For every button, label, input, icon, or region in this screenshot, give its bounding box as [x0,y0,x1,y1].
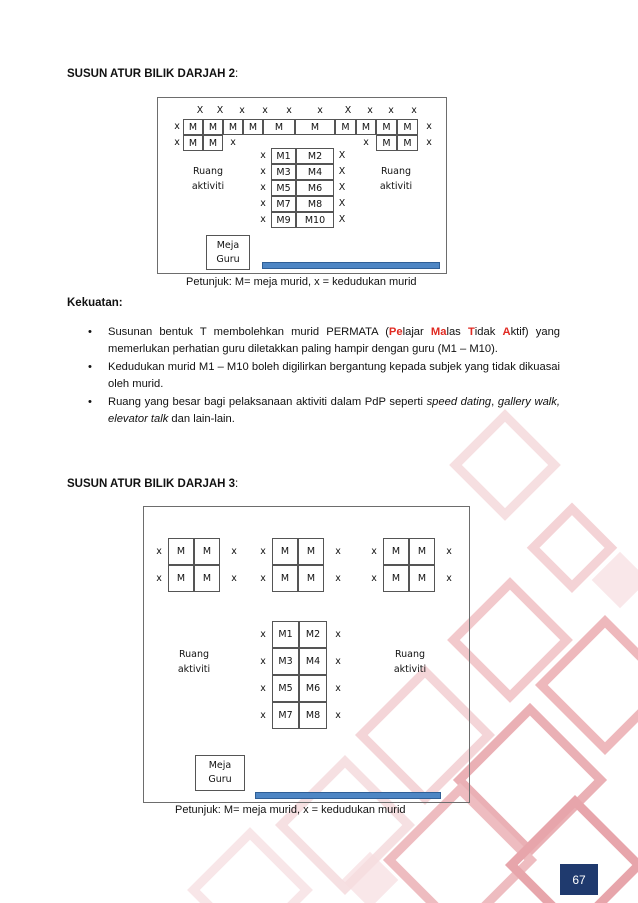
student-desk: M [409,565,435,592]
activity-area-right-line-1: Ruang [380,166,412,177]
seat-marker: x [260,198,266,209]
activity-area-left [162,647,226,677]
seat-marker: x [363,137,369,148]
section-2-heading-text: SUSUN ATUR BILIK DARJAH 2 [67,68,236,80]
kekuatan-item-2-text: Kedudukan murid M1 – M10 boleh digilirkan bergantung kepada subjek yang tidak dikuasai oleh murid. [108,360,560,391]
student-desk: M5 [272,675,299,702]
kekuatan-item-1-text-e: ktif) yang memerlukan perhatian guru diletakkan paling hampir dengan guru (M1 – M10). [108,326,561,356]
student-desk: M8 [296,196,334,212]
top-label: x [388,105,394,116]
student-desk: M8 [299,702,327,729]
kekuatan-item-3-italic-1: speed dating [426,395,492,408]
section-2-heading [67,68,238,80]
student-desk: M2 [299,621,327,648]
student-desk: M3 [271,164,296,180]
student-desk: M [203,119,223,135]
classroom-2-layout [157,97,447,274]
activity-area-right [364,164,428,194]
seat-marker: x [446,573,452,584]
student-desk: M5 [271,180,296,196]
kekuatan-item-3-italic-2: gallery walk, elevator talk [108,395,560,426]
activity-area-left-line-1: Ruang [192,166,224,177]
seat-marker: x [260,683,266,694]
bullet-icon: • [88,326,92,338]
seat-marker: x [335,656,341,667]
student-desk: M [183,119,203,135]
whiteboard [262,262,440,269]
student-desk: M [298,565,324,592]
section-3-heading [67,478,238,490]
teacher-desk-line-2: Guru [208,774,232,785]
kekuatan-item-1 [84,324,560,359]
student-desk: M [356,119,376,135]
student-desk: M2 [296,148,334,164]
section-2-legend: Petunjuk: M= meja murid, x = kedudukan murid [186,276,417,288]
page-number: 67 [560,864,598,895]
seat-marker: x [174,121,180,132]
student-desk: M [223,119,243,135]
kekuatan-item-3-text-b: , [491,395,498,408]
student-desk: M [168,538,194,565]
kekuatan-item-1-text-c: las [446,326,468,338]
top-label: x [286,105,292,116]
seat-marker: x [335,573,341,584]
section-3-heading-colon: : [235,478,239,490]
activity-area-right-line-2: aktiviti [393,664,427,675]
top-label: x [317,105,323,116]
student-desk: M [376,119,397,135]
seat-marker: x [260,182,266,193]
seat-marker: x [260,150,266,161]
student-desk: M [409,538,435,565]
activity-area-right-line-2: aktiviti [379,181,413,192]
seat-marker: x [426,121,432,132]
kekuatan-list [84,324,560,428]
activity-area-left-line-1: Ruang [178,649,210,660]
activity-area-right [378,647,442,677]
student-desk: M [272,565,298,592]
top-label: x [262,105,268,116]
section-2-heading-colon: : [235,68,239,80]
bullet-icon: • [88,360,92,373]
student-desk: M [272,538,298,565]
student-desk: M [183,135,203,151]
student-desk: M9 [271,212,296,228]
seat-marker: x [335,710,341,721]
teacher-desk [206,235,250,270]
seat-marker: x [260,166,266,177]
student-desk: M6 [299,675,327,702]
teacher-desk-line-1: Meja [208,760,232,771]
kekuatan-item-1-text-a: Susunan bentuk T membolehkan murid PERMATA ( [108,326,389,338]
kekuatan-heading: Kekuatan: [67,297,123,309]
student-desk: M [194,538,220,565]
seat-marker: x [260,573,266,584]
seat-marker: x [260,214,266,225]
kekuatan-item-3-text-a: Ruang yang besar bagi pelaksanaan aktiviti dalam PdP seperti [108,395,427,408]
seat-marker: x [426,137,432,148]
student-desk: M [243,119,263,135]
seat-marker: X [338,198,346,209]
activity-area-right-line-1: Ruang [394,649,426,660]
seat-marker: x [231,546,237,557]
teacher-desk-line-1: Meja [216,240,240,251]
acronym-letter-pe: Pe [388,326,403,338]
student-desk: M [376,135,397,151]
student-desk: M [168,565,194,592]
activity-area-left [176,164,240,194]
student-desk: M [298,538,324,565]
teacher-desk-line-2: Guru [216,254,240,265]
seat-marker: x [371,573,377,584]
seat-marker: x [156,546,162,557]
student-desk: M3 [272,648,299,675]
student-desk: M4 [299,648,327,675]
seat-marker: X [338,166,346,177]
seat-marker: x [335,683,341,694]
seat-marker: X [338,182,346,193]
student-desk: M [383,565,409,592]
student-desk: M [194,565,220,592]
seat-marker: X [338,150,346,161]
seat-marker: x [174,137,180,148]
student-desk: M10 [296,212,334,228]
seat-marker: x [335,629,341,640]
activity-area-left-line-2: aktiviti [177,664,211,675]
student-desk: M1 [271,148,296,164]
section-3-legend: Petunjuk: M= meja murid, x = kedudukan murid [175,804,406,816]
student-desk: M [263,119,295,135]
acronym-letter-ma: Ma [430,326,447,338]
student-desk: M [295,119,335,135]
student-desk: M4 [296,164,334,180]
seat-marker: x [371,546,377,557]
top-label: x [411,105,417,116]
student-desk: M6 [296,180,334,196]
seat-marker: x [260,629,266,640]
top-label: X [344,105,352,116]
acronym-letter-a: A [502,326,511,338]
seat-marker: x [446,546,452,557]
top-label: x [367,105,373,116]
classroom-3-layout [143,506,470,803]
acronym-letter-t: T [467,326,475,338]
bullet-icon: • [88,395,92,408]
top-label: x [239,105,245,116]
kekuatan-item-1-text-d: idak [474,326,496,338]
teacher-desk [195,755,245,791]
student-desk: M [335,119,356,135]
activity-area-left-line-2: aktiviti [191,181,225,192]
kekuatan-item-3 [84,394,560,429]
seat-marker: X [338,214,346,225]
student-desk: M1 [272,621,299,648]
student-desk: M [397,119,418,135]
seat-marker: x [260,656,266,667]
student-desk: M [397,135,418,151]
seat-marker: x [230,137,236,148]
whiteboard [255,792,441,799]
seat-marker: x [231,573,237,584]
seat-marker: x [156,573,162,584]
seat-marker: x [335,546,341,557]
seat-marker: x [260,546,266,557]
student-desk: M7 [272,702,299,729]
section-3-heading-text: SUSUN ATUR BILIK DARJAH 3 [67,478,236,490]
kekuatan-item-3-text-c: dan lain-lain. [168,413,235,426]
student-desk: M [203,135,223,151]
kekuatan-item-2 [84,359,560,394]
top-label: X [196,105,204,116]
student-desk: M7 [271,196,296,212]
kekuatan-item-1-text-b: lajar [402,326,431,338]
top-label: X [216,105,224,116]
student-desk: M [383,538,409,565]
seat-marker: x [260,710,266,721]
